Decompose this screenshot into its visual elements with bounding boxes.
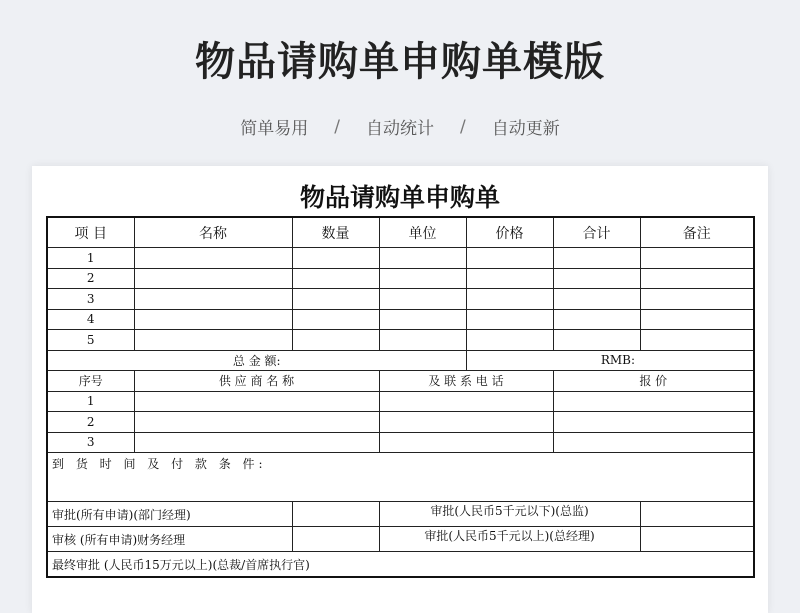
- header-contact-phone: 及 联 系 电 话: [379, 371, 553, 392]
- supplier-cell[interactable]: [379, 391, 553, 412]
- supplier-cell[interactable]: [553, 412, 754, 433]
- supplier-row: [47, 432, 754, 453]
- purchase-form-table: [46, 216, 755, 578]
- item-cell[interactable]: [379, 309, 466, 330]
- supplier-number: 1: [47, 391, 134, 412]
- item-cell[interactable]: [379, 248, 466, 269]
- total-amount-label: 总 金 额:: [47, 350, 466, 371]
- item-cell[interactable]: [553, 309, 640, 330]
- header-supplier-name: 供 应 商 名 称: [134, 371, 379, 392]
- item-cell[interactable]: [134, 330, 292, 351]
- item-row: [47, 289, 754, 310]
- item-cell[interactable]: [553, 289, 640, 310]
- item-cell[interactable]: [292, 309, 379, 330]
- item-cell[interactable]: [640, 289, 754, 310]
- item-row: [47, 268, 754, 289]
- item-cell[interactable]: [466, 330, 553, 351]
- item-row: [47, 309, 754, 330]
- delivery-payment-terms[interactable]: 到 货 时 间 及 付 款 条 件:: [47, 453, 754, 502]
- supplier-cell[interactable]: [134, 391, 379, 412]
- item-cell[interactable]: [553, 248, 640, 269]
- item-number: 4: [47, 309, 134, 330]
- tag-auto-update: 自动更新: [491, 119, 560, 139]
- item-row: [47, 330, 754, 351]
- supplier-cell[interactable]: [553, 432, 754, 453]
- approval-director-label: 审批(人民币5千元以下)(总监): [379, 502, 640, 527]
- final-approval-label: 最终审批 (人民币15万元以上)(总裁/首席执行官): [47, 552, 754, 578]
- form-sheet: [32, 166, 768, 613]
- supplier-header-row: [47, 371, 754, 392]
- supplier-cell[interactable]: [134, 432, 379, 453]
- item-cell[interactable]: [466, 289, 553, 310]
- approval-row: [47, 552, 754, 578]
- approval-signature-cell[interactable]: [292, 527, 379, 552]
- item-cell[interactable]: [466, 248, 553, 269]
- item-cell[interactable]: [553, 330, 640, 351]
- item-cell[interactable]: [134, 289, 292, 310]
- feature-tagline: [0, 114, 800, 139]
- header-subtotal: 合计: [553, 217, 640, 248]
- item-cell[interactable]: [292, 248, 379, 269]
- header-remarks: 备注: [640, 217, 754, 248]
- approval-row: [47, 502, 754, 527]
- item-number: 1: [47, 248, 134, 269]
- item-cell[interactable]: [553, 268, 640, 289]
- approval-finance-manager-label: 审核 (所有申请)财务经理: [47, 527, 292, 552]
- item-header-row: [47, 217, 754, 248]
- item-cell[interactable]: [292, 268, 379, 289]
- approval-row: [47, 527, 754, 552]
- approval-signature-cell[interactable]: [640, 502, 754, 527]
- sheet-title: 物品请购单申购单: [299, 183, 500, 212]
- item-cell[interactable]: [379, 268, 466, 289]
- approval-signature-cell[interactable]: [640, 527, 754, 552]
- item-cell[interactable]: [134, 309, 292, 330]
- rmb-label: RMB:: [466, 350, 754, 371]
- tag-separator: /: [460, 116, 466, 137]
- item-cell[interactable]: [292, 289, 379, 310]
- item-cell[interactable]: [292, 330, 379, 351]
- header-unit: 单位: [379, 217, 466, 248]
- supplier-number: 3: [47, 432, 134, 453]
- item-number: 3: [47, 289, 134, 310]
- header-name: 名称: [134, 217, 292, 248]
- item-cell[interactable]: [466, 268, 553, 289]
- header-price: 价格: [466, 217, 553, 248]
- supplier-cell[interactable]: [379, 432, 553, 453]
- tag-easy: 简单易用: [240, 119, 309, 139]
- header-quote: 报 价: [553, 371, 754, 392]
- header-serial: 序号: [47, 371, 134, 392]
- supplier-row: [47, 391, 754, 412]
- item-number: 5: [47, 330, 134, 351]
- item-cell[interactable]: [134, 268, 292, 289]
- header-item: 项 目: [47, 217, 134, 248]
- supplier-cell[interactable]: [134, 412, 379, 433]
- approval-dept-manager-label: 审批(所有申请)(部门经理): [47, 502, 292, 527]
- approval-general-manager-label: 审批(人民币5千元以上)(总经理): [379, 527, 640, 552]
- item-cell[interactable]: [640, 248, 754, 269]
- tag-separator: /: [334, 116, 340, 137]
- total-row: [47, 350, 754, 371]
- supplier-cell[interactable]: [553, 391, 754, 412]
- header-quantity: 数量: [292, 217, 379, 248]
- item-cell[interactable]: [379, 289, 466, 310]
- item-cell[interactable]: [640, 309, 754, 330]
- item-cell[interactable]: [134, 248, 292, 269]
- tag-auto-stats: 自动统计: [366, 119, 434, 139]
- item-cell[interactable]: [640, 268, 754, 289]
- item-number: 2: [47, 268, 134, 289]
- supplier-number: 2: [47, 412, 134, 433]
- approval-signature-cell[interactable]: [292, 502, 379, 527]
- supplier-cell[interactable]: [379, 412, 553, 433]
- page-title: 物品请购单申购单模版: [195, 39, 605, 85]
- supplier-row: [47, 412, 754, 433]
- item-cell[interactable]: [379, 330, 466, 351]
- item-row: [47, 248, 754, 269]
- item-cell[interactable]: [466, 309, 553, 330]
- item-cell[interactable]: [640, 330, 754, 351]
- terms-row: [47, 453, 754, 502]
